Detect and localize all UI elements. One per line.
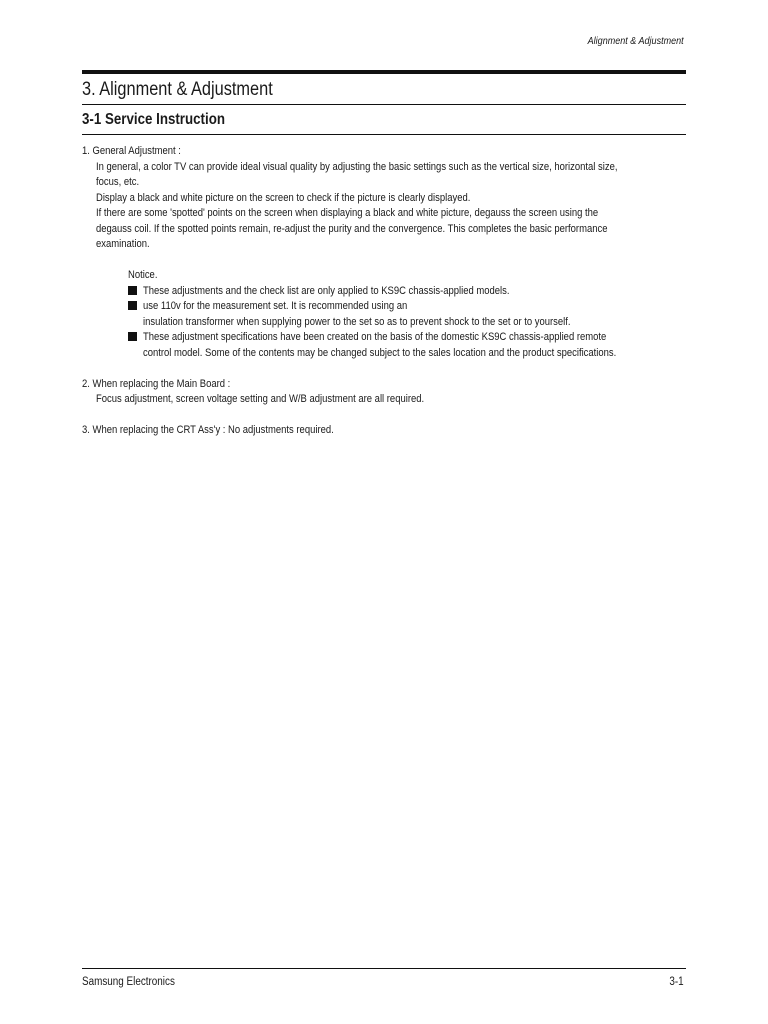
notice-bullet-2: use 110v for the measurement set. It is recommended using an bbox=[143, 300, 408, 312]
notice-bullet-3-cont: control model. Some of the contents may be changed subject to the sales location and the product specifications. bbox=[143, 346, 617, 359]
notice-bullet-3: These adjustment specifications have been created on the basis of the domestic KS9C chassis-applied remote bbox=[143, 331, 607, 343]
item1-line: examination. bbox=[96, 238, 150, 250]
section-subtitle: 3-1 Service Instruction bbox=[82, 111, 225, 128]
section-title: 3. Alignment & Adjustment bbox=[82, 79, 273, 100]
item1-line: focus, etc. bbox=[96, 176, 140, 188]
square-bullet-icon bbox=[128, 332, 137, 341]
subtitle-underline bbox=[82, 134, 686, 135]
square-bullet-icon bbox=[128, 301, 137, 310]
page-number: 3-1 bbox=[669, 976, 684, 988]
item1-line: If there are some 'spotted' points on the screen when displaying a black and white picture, degauss the screen using the bbox=[96, 207, 599, 219]
item1-heading: 1. General Adjustment : bbox=[82, 145, 181, 157]
item1-line: degauss coil. If the spotted points remain, re-adjust the purity and the convergence. This completes the basic performance bbox=[96, 222, 608, 235]
item3-heading: 3. When replacing the CRT Ass'y : No adjustments required. bbox=[82, 424, 334, 436]
notice-bullet-1: These adjustments and the check list are only applied to KS9C chassis-applied models. bbox=[143, 284, 510, 297]
title-underline bbox=[82, 104, 686, 105]
body-text bbox=[82, 144, 768, 439]
item2-line: Focus adjustment, screen voltage setting and W/B adjustment are all required. bbox=[96, 393, 425, 405]
item1-line: Display a black and white picture on the screen to check if the picture is clearly displayed. bbox=[96, 191, 471, 204]
footer-company: Samsung Electronics bbox=[82, 976, 175, 988]
footer-rule bbox=[82, 968, 686, 969]
notice-label: Notice. bbox=[128, 269, 158, 281]
item2-heading: 2. When replacing the Main Board : bbox=[82, 377, 231, 390]
item1-line: In general, a color TV can provide ideal visual quality by adjusting the basic settings such as the vertical size, horizontal size, bbox=[96, 160, 618, 173]
notice-bullet-2-cont: insulation transformer when supplying power to the set so as to prevent shock to the set or to yourself. bbox=[143, 315, 571, 328]
running-header: Alignment & Adjustment bbox=[587, 35, 684, 47]
square-bullet-icon bbox=[128, 286, 137, 295]
header-thick-rule bbox=[82, 70, 686, 74]
